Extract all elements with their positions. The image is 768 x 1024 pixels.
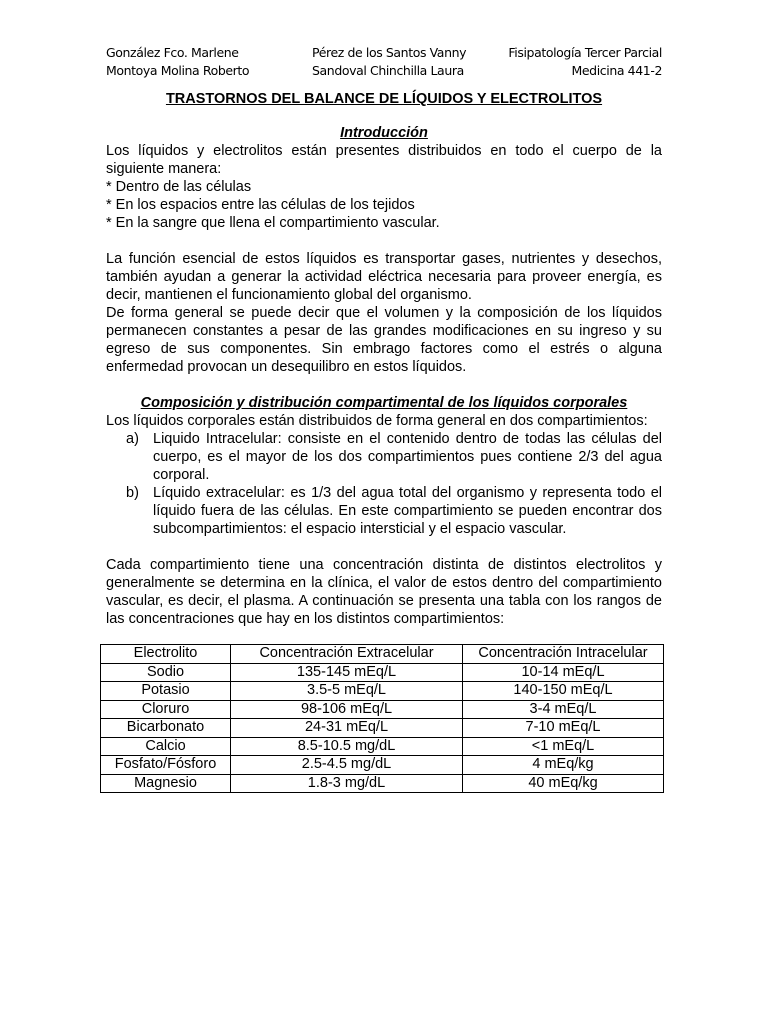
table-cell: 2.5-4.5 mg/dL — [231, 756, 463, 775]
table-cell: 4 mEq/kg — [463, 756, 664, 775]
table-cell: 1.8-3 mg/dL — [231, 774, 463, 793]
table-row — [101, 682, 664, 701]
section2-heading: Composición y distribución compartimental de los líquidos corporales — [140, 395, 628, 411]
document-body — [106, 90, 662, 793]
header-author: Sandoval Chinchilla Laura — [312, 63, 464, 78]
list-item: * En los espacios entre las células de los tejidos — [106, 197, 415, 213]
table-cell: 3.5-5 mEq/L — [231, 682, 463, 701]
electrolyte-table — [100, 644, 664, 793]
table-cell: Potasio — [101, 682, 231, 701]
table-cell: 8.5-10.5 mg/dL — [231, 737, 463, 756]
table-row — [101, 756, 664, 775]
section2-paragraph: Los líquidos corporales están distribuidos de forma general en dos compartimientos: — [106, 413, 648, 429]
intro-bullet-list — [106, 178, 662, 232]
table-cell: 98-106 mEq/L — [231, 700, 463, 719]
list-item-text: Líquido extracelular: es 1/3 del agua total del organismo y representa todo el líquido fuera de las células. En este compartimiento se pueden encontrar dos subcompartimientos: el espacio intersticial y el espacio vascular. — [153, 485, 662, 537]
intro-paragraph: De forma general se puede decir que el volumen y la composición de los líquidos permanecen constantes a pesar de las grandes modificaciones en su ingreso y su egreso de sus componentes. Sin embrago factores como el estrés o alguna enfermedad provocan un desequilibro en estos líquidos. — [106, 305, 662, 375]
table-cell: 24-31 mEq/L — [231, 719, 463, 738]
header-authors-mid — [312, 44, 466, 80]
section2-paragraph: Cada compartimiento tiene una concentración distinta de distintos electrolitos y generalmente se determina en la clínica, el valor de estos dentro del compartimiento vascular, es decir, el plasma. A continuación se presenta una tabla con los rangos de las concentraciones que hay en los distintos compartimientos: — [106, 557, 662, 627]
table-cell: Sodio — [101, 663, 231, 682]
table-row — [101, 774, 664, 793]
header-group: Medicina 441-2 — [571, 63, 662, 78]
table-cell: Fosfato/Fósforo — [101, 756, 231, 775]
intro-heading: Introducción — [340, 125, 428, 141]
table-row — [101, 737, 664, 756]
header-authors-left — [106, 44, 249, 80]
table-header-cell: Concentración Intracelular — [463, 645, 664, 664]
list-item: * Dentro de las células — [106, 179, 252, 195]
table-cell: 140-150 mEq/L — [463, 682, 664, 701]
intro-paragraph: La función esencial de estos líquidos es transportar gases, nutrientes y desechos, también ayudan a generar la actividad eléctrica necesaria para proveer energía, es decir, mantienen el funcionamiento global del organismo. — [106, 251, 662, 303]
compartment-list — [106, 430, 662, 538]
table-header-row — [101, 645, 664, 664]
header-author: Pérez de los Santos Vanny — [312, 45, 467, 60]
table-row — [101, 719, 664, 738]
list-item-text: Liquido Intracelular: consiste en el contenido dentro de todas las células del cuerpo, es el mayor de los dos compartimientos pues contiene 2/3 del agua corporal. — [153, 431, 662, 483]
table-cell: 3-4 mEq/L — [463, 700, 664, 719]
table-cell: Calcio — [101, 737, 231, 756]
document-title: TRASTORNOS DEL BALANCE DE LÍQUIDOS Y ELECTROLITOS — [165, 91, 603, 107]
list-marker: b) — [126, 485, 139, 501]
table-header-cell: Electrolito — [101, 645, 231, 664]
header-course-name: Fisipatología Tercer Parcial — [508, 45, 662, 60]
list-item — [126, 430, 662, 484]
table-row — [101, 700, 664, 719]
header-author: González Fco. Marlene — [106, 45, 239, 60]
table-cell: 135-145 mEq/L — [231, 663, 463, 682]
table-cell: Cloruro — [101, 700, 231, 719]
list-item: * En la sangre que llena el compartimiento vascular. — [106, 215, 440, 231]
table-cell: 40 mEq/kg — [463, 774, 664, 793]
table-cell: 10-14 mEq/L — [463, 663, 664, 682]
list-item — [126, 484, 662, 538]
table-cell: <1 mEq/L — [463, 737, 664, 756]
header-course — [508, 44, 662, 80]
intro-paragraph: Los líquidos y electrolitos están presentes distribuidos en todo el cuerpo de la siguiente manera: — [106, 143, 662, 177]
table-header-cell: Concentración Extracelular — [231, 645, 463, 664]
table-row — [101, 663, 664, 682]
list-marker: a) — [126, 431, 139, 447]
table-cell: Magnesio — [101, 774, 231, 793]
header-author: Montoya Molina Roberto — [106, 63, 250, 78]
table-cell: Bicarbonato — [101, 719, 231, 738]
table-cell: 7-10 mEq/L — [463, 719, 664, 738]
